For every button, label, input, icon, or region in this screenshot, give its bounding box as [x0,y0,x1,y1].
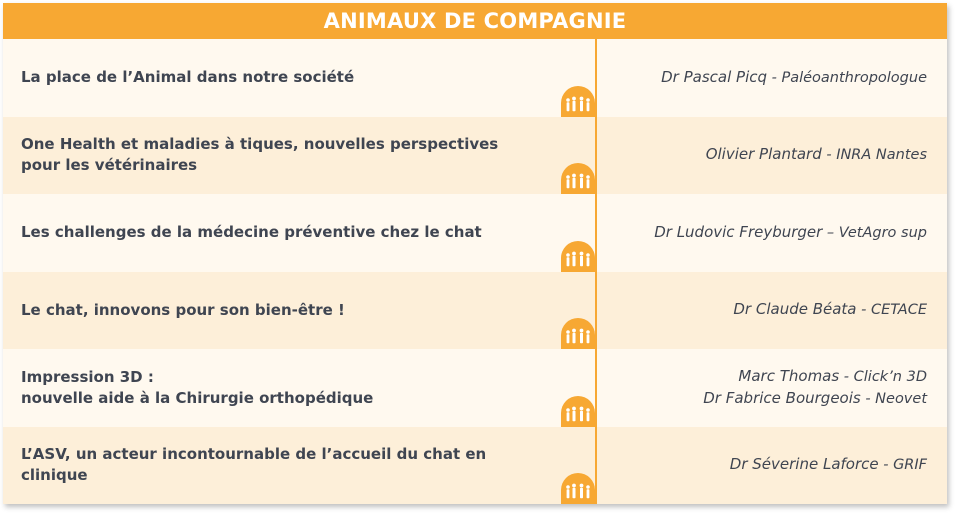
speaker-line [730,454,927,476]
talk-cell [3,349,595,427]
speaker-name: Dr Fabrice Bourgeois [703,388,861,407]
talk-cell [3,117,595,195]
talk-title: La place de l’Animal dans notre société [21,68,355,87]
people-group-icon [561,81,595,117]
speaker-cell [597,272,947,350]
session-row [3,272,947,350]
speaker-name: Olivier Plantard [705,145,822,164]
speaker-separator: – [822,224,839,241]
speaker-list [654,222,927,244]
speaker-separator: - [821,147,837,164]
speaker-separator: - [839,368,854,385]
speaker-cell [597,427,947,505]
talk-cell [3,39,595,117]
speaker-affiliation: Paléoanthropologue [781,69,927,86]
session-row [3,427,947,505]
people-group-icon [561,313,595,349]
people-group-icon [561,158,595,194]
session-row [3,349,947,427]
people-group-icon [561,236,595,272]
speaker-affiliation: CETACE [870,302,927,319]
speaker-affiliation: INRA Nantes [836,147,927,164]
speaker-list [733,299,927,321]
speaker-line [733,299,927,321]
speaker-line [661,67,927,89]
section-title: ANIMAUX DE COMPAGNIE [323,9,627,33]
speaker-separator: - [856,302,871,319]
program-table [3,3,947,504]
speaker-cell [597,39,947,117]
speaker-name: Dr Pascal Picq [661,67,768,86]
talk-title: L’ASV, un acteur incontournable de l’accueil du chat en clinique [21,445,487,485]
talk-title: One Health et maladies à tiques, nouvelles perspectives pour les vétérinaires [21,135,499,175]
speaker-list [730,454,927,476]
speaker-affiliation: Click’n 3D [853,368,927,385]
speaker-separator: - [860,390,876,407]
speaker-cell [597,117,947,195]
speaker-line [738,366,927,388]
speaker-list [706,144,927,166]
speaker-line [654,222,927,244]
talk-cell [3,272,595,350]
speaker-name: Marc Thomas [738,366,840,385]
speaker-name: Dr Séverine Laforce [729,455,879,474]
speaker-line [706,144,927,166]
speaker-affiliation: Neovet [875,390,927,407]
session-list [3,39,947,504]
speaker-line [703,388,927,410]
speaker-list [661,67,927,89]
session-row [3,39,947,117]
speaker-separator: - [878,457,894,474]
session-row [3,194,947,272]
talk-cell [3,194,595,272]
speaker-name: Dr Claude Béata [733,300,857,319]
section-header [3,3,947,39]
talk-cell [3,427,595,505]
talk-title: Le chat, innovons pour son bien-être ! [21,300,345,319]
speaker-separator: - [767,69,782,86]
speaker-name: Dr Ludovic Freyburger [654,222,823,241]
people-group-icon [561,391,595,427]
session-row [3,117,947,195]
talk-title: Impression 3D : nouvelle aide à la Chirurgie orthopédique [21,367,374,407]
speaker-cell [597,194,947,272]
speaker-affiliation: GRIF [893,457,927,474]
people-group-icon [561,468,595,504]
speaker-cell [597,349,947,427]
speaker-list [703,366,927,410]
speaker-affiliation: VetAgro sup [838,224,927,241]
talk-title: Les challenges de la médecine préventive chez le chat [21,223,482,242]
